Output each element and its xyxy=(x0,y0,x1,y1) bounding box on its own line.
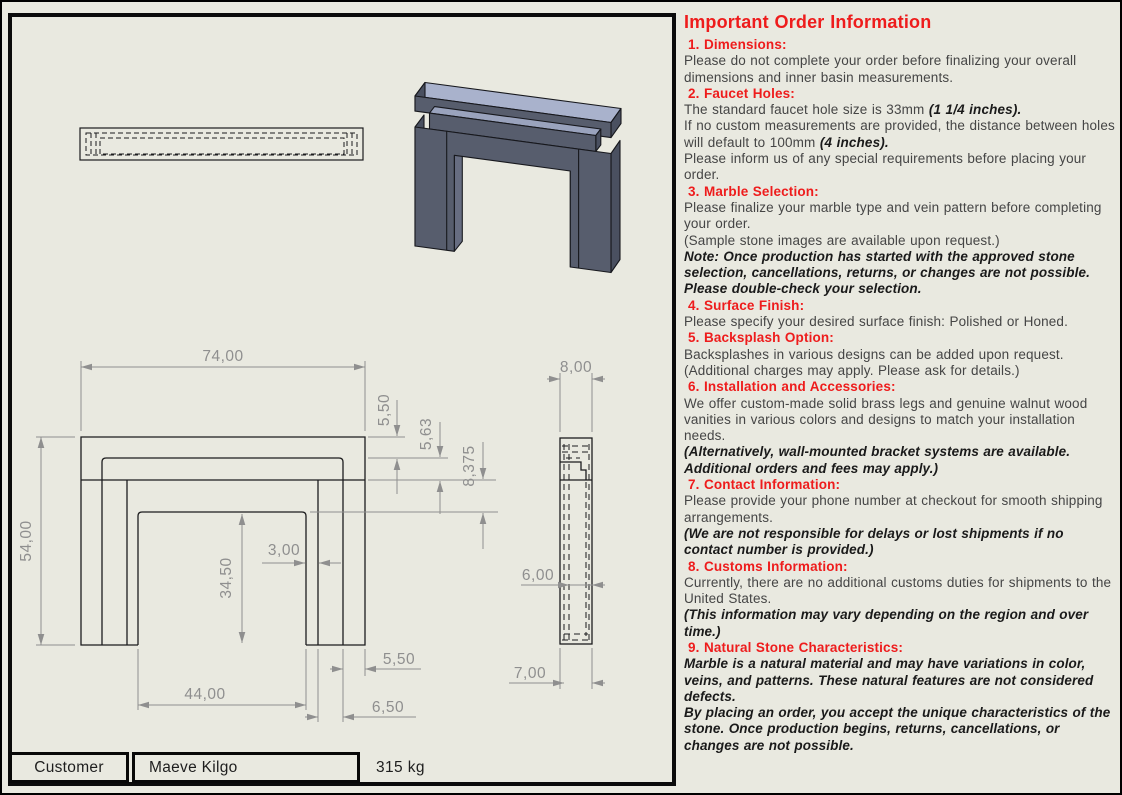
section-heading: 6. Installation and Accessories: xyxy=(688,379,896,395)
dimension-label: 3,00 xyxy=(267,542,301,559)
section-paragraph: Please provide your phone number at checkout for smooth shipping arrangements. xyxy=(684,493,1103,525)
section-heading: 9. Natural Stone Characteristics: xyxy=(688,639,904,655)
dimension-label: 5,63 xyxy=(418,417,435,451)
dimension-label: 8,00 xyxy=(559,359,593,376)
section-paragraph: Backsplashes in various designs can be added upon request. xyxy=(684,346,1064,362)
section-heading: 8. Customs Information: xyxy=(688,558,848,574)
dimension-label: 6,00 xyxy=(521,567,555,584)
dimension-label: 44,00 xyxy=(184,686,226,703)
dimension-label: 54,00 xyxy=(18,520,35,562)
section-paragraph: Please specify your desired surface finish: Polished or Honed. xyxy=(684,314,1068,330)
dimension-labels xyxy=(18,348,592,716)
side-view xyxy=(560,438,592,644)
section-heading: 1. Dimensions: xyxy=(688,37,787,52)
dimension-label: 74,00 xyxy=(202,348,244,365)
front-view xyxy=(81,437,365,645)
section-heading: 7. Contact Information: xyxy=(688,477,841,493)
customer-name: Maeve Kilgo xyxy=(149,758,238,776)
order-info-panel xyxy=(684,8,1115,754)
section-paragraph: If no custom measurements are provided, the distance between holes will default to 100mm (4 inches). xyxy=(684,118,1115,150)
customer-name-cell xyxy=(132,752,360,783)
section-paragraph: Note: Once production has started with the approved stone selection, cancellations, returns, or changes are not possible. Please double-check your selection. xyxy=(684,248,1090,297)
section-paragraph: (Additional charges may apply. Please ask for details.) xyxy=(684,362,1020,378)
section-heading: 4. Surface Finish: xyxy=(688,297,805,313)
dimension-label: 8,375 xyxy=(461,445,478,487)
order-info-sections xyxy=(684,37,1115,754)
section-paragraph: Marble is a natural material and may have variations in color, veins, and patterns. These natural features are not considered defects. xyxy=(684,656,1094,704)
customer-label-cell xyxy=(9,752,129,783)
isometric-view xyxy=(415,83,621,273)
dimension-label: 5,50 xyxy=(382,651,416,668)
section-paragraph: By placing an order, you accept the unique characteristics of the stone. Once production begins, returns, cancellations, or changes are not possible. xyxy=(684,705,1111,753)
section-paragraph: Please inform us of any special requirements before placing your order. xyxy=(684,151,1087,183)
order-info-title: Important Order Information xyxy=(684,12,932,32)
section-heading: 5. Backsplash Option: xyxy=(688,330,834,346)
top-view xyxy=(80,128,363,160)
section-heading: 2. Faucet Holes: xyxy=(688,85,795,101)
section-paragraph: (We are not responsible for delays or lost shipments if no contact number is provided.) xyxy=(684,525,1064,558)
customer-label: Customer xyxy=(34,758,104,776)
emphasized-note: (1 1/4 inches). xyxy=(928,102,1022,118)
section-paragraph: Currently, there are no additional customs duties for shipments to the United States. xyxy=(684,574,1112,607)
dimension-label: 7,00 xyxy=(513,665,547,682)
section-paragraph: (This information may vary depending on the region and over time.) xyxy=(684,607,1089,639)
emphasized-note: (4 inches). xyxy=(819,134,889,150)
dimension-label: 6,50 xyxy=(371,699,405,716)
section-paragraph: The standard faucet hole size is 33mm (1 1/4 inches). xyxy=(684,102,1022,118)
section-paragraph: Please finalize your marble type and vein pattern before completing your order. xyxy=(684,199,1102,232)
dimension-label: 5,50 xyxy=(376,393,393,427)
dimension-label: 34,50 xyxy=(218,557,235,599)
section-paragraph: (Alternatively, wall-mounted bracket systems are available. Additional orders and fees may apply.) xyxy=(684,444,1071,476)
section-paragraph: (Sample stone images are available upon request.) xyxy=(684,232,1000,248)
weight-value: 315 kg xyxy=(376,758,425,776)
section-paragraph: Please do not complete your order before finalizing your overall dimensions and inner basin measurements. xyxy=(684,53,1077,85)
section-heading: 3. Marble Selection: xyxy=(688,183,819,199)
section-paragraph: We offer custom-made solid brass legs and genuine walnut wood vanities in various colors and designs to match your installation needs. xyxy=(684,395,1088,444)
